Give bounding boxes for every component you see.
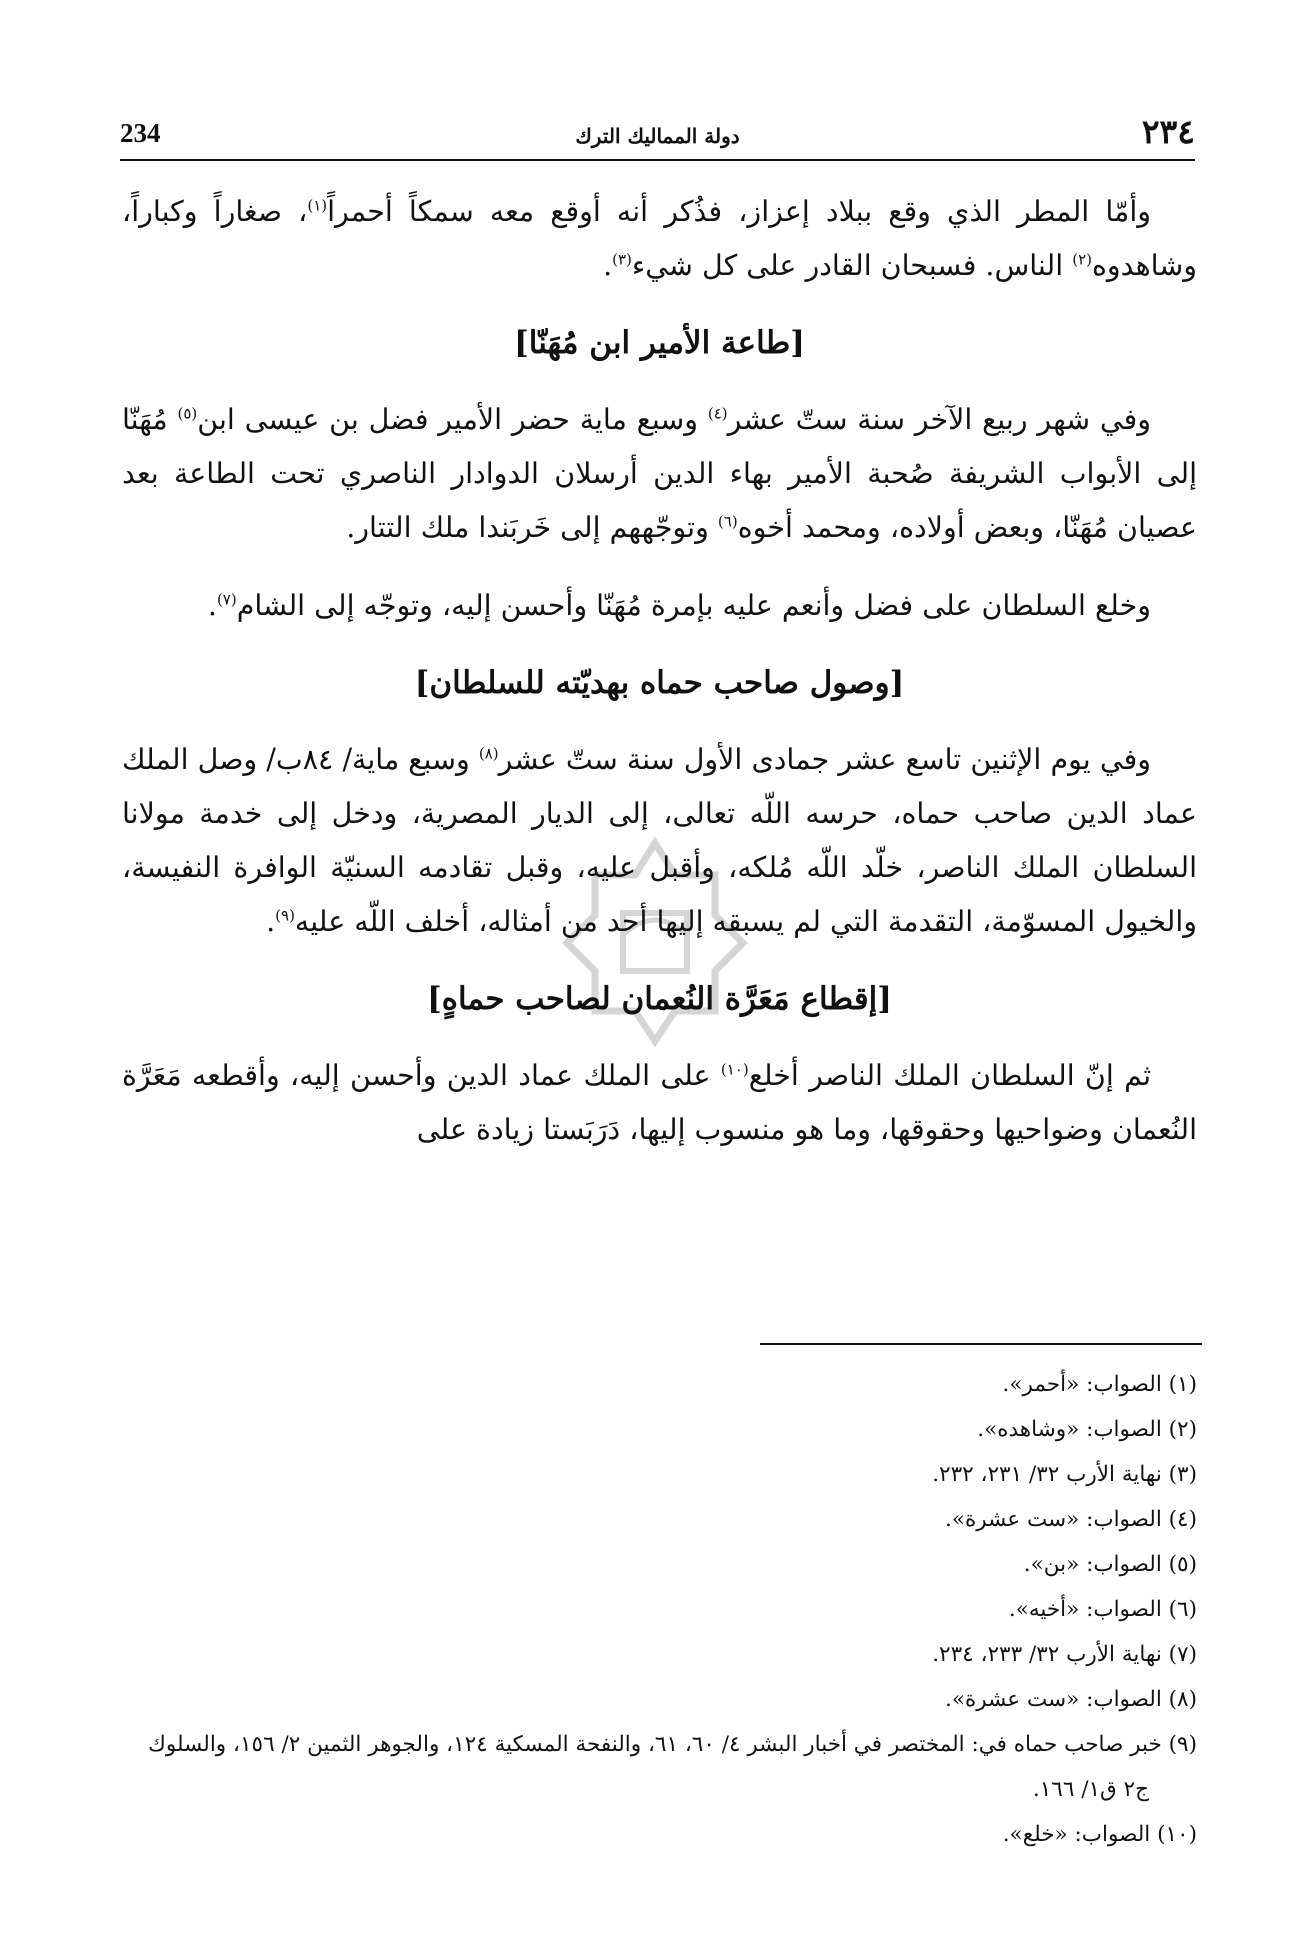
text-run: مُهَنّا إلى الأبواب الشريفة صُحبة الأمير بهاء الدين أرسلان الدوادار الناصري تحت الطاعة بعد عصيان مُهَنّا، وبعض أولاده، ومحمد أخوه (122, 403, 1197, 544)
text-run: وسبع ماية/ ٨٤ب/ وصل الملك عماد الدين صاحب حماه، حرسه اللّه تعالى، إلى الديار المصرية، ودخل إلى خدمة مولانا السلطان الملك الناصر، خلّد اللّه مُلكه، وأقبل عليه، وقبل تقادمه السنيّة الوافرة النفيسة، والخيول المسوّمة، التقدمة التي لم يسبقه إليها أحد من أمثاله، أخلف اللّه عليه (122, 743, 1197, 938)
footnote-marker: (٤) (707, 404, 728, 423)
paragraph (122, 393, 1197, 555)
footnote-marker: (١) (307, 196, 328, 215)
main-text (122, 185, 1197, 1181)
footnote-marker: (٨) (478, 744, 499, 763)
footnote-item: (٩) خبر صاحب حماه في: المختصر في أخبار البشر ٤/ ٦٠، ٦١، والنفحة المسكية ١٢٤، والجوهر الثمين ٢/ ١٥٦، والسلوك ج٢ ق١/ ١٦٦. (148, 1732, 1197, 1802)
page-number-latin: 234 (120, 118, 161, 148)
footnote-marker: (٧) (216, 590, 237, 609)
footnote-item: (٧) نهاية الأرب ٣٢/ ٢٣٣، ٢٣٤. (932, 1642, 1197, 1667)
footnote-item: (٥) الصواب: «بن». (1023, 1552, 1197, 1577)
paragraph (122, 1049, 1197, 1157)
footnote-item: (٨) الصواب: «ست عشرة». (945, 1687, 1197, 1712)
paragraph (122, 579, 1197, 633)
footnote-marker: (٢) (1072, 250, 1092, 269)
running-title: دولة المماليك الترك (575, 124, 740, 148)
footnote-marker: (٣) (612, 250, 632, 269)
footnote-rule (760, 1343, 1202, 1345)
footnote-item: (٢) الصواب: «وشاهده». (977, 1417, 1197, 1442)
text-run: . (207, 589, 217, 622)
paragraph (122, 185, 1197, 293)
text-run: وفي يوم الإثنين تاسع عشر جمادى الأول سنة ستّ عشر (498, 743, 1151, 776)
footnote-marker: (٦) (717, 512, 738, 531)
text-run: وفي شهر ربيع الآخر سنة ستّ عشر (727, 403, 1152, 436)
text-run: وسبع ماية حضر الأمير فضل بن عيسى ابن (197, 403, 708, 436)
footnote-item: (١٠) الصواب: «خلع». (1002, 1822, 1197, 1847)
running-header (120, 112, 1195, 162)
header-rule (120, 159, 1195, 161)
text-run: وخلع السلطان على فضل وأنعم عليه بإمرة مُهَنّا وأحسن إليه، وتوجّه إلى الشام (236, 589, 1151, 622)
footnote-item: (٣) نهاية الأرب ٣٢/ ٢٣١، ٢٣٢. (932, 1462, 1197, 1487)
footnote-marker: (٥) (177, 404, 198, 423)
text-run: الناس. فسبحان القادر على كل شيء (631, 249, 1073, 282)
footnotes (125, 1362, 1197, 1857)
section-heading: [طاعة الأمير ابن مُهَنّا] (514, 325, 805, 361)
text-run: وأمّا المطر الذي وقع ببلاد إعزاز، فذُكر أنه أوقع معه سمكاً أحمراً (327, 195, 1151, 228)
text-run: . (266, 905, 276, 938)
footnote-marker: (١٠) (720, 1060, 749, 1079)
text-run: على الملك عماد الدين وأحسن إليه، وأقطعه مَعَرَّة النُعمان وضواحيها وحقوقها، وما هو منسوب إليها، دَرَبَستا زيادة على (122, 1059, 1197, 1146)
footnote-marker: (٩) (275, 906, 295, 925)
section-heading: [إقطاع مَعَرَّة النُعمان لصاحب حماهٍ] (427, 981, 892, 1017)
footnote-item: (٦) الصواب: «أخيه». (1008, 1597, 1197, 1622)
footnote-item: (٤) الصواب: «ست عشرة». (945, 1507, 1197, 1532)
text-run: وتوجّههم إلى خَربَندا ملك التتار. (346, 511, 718, 544)
text-run: ثم إنّ السلطان الملك الناصر أخلع (748, 1059, 1152, 1092)
section-heading: [وصول صاحب حماه بهديّته للسلطان] (414, 665, 905, 701)
text-run: ، صغاراً وكباراً، وشاهدوه (122, 195, 1197, 282)
footnote-item: (١) الصواب: «أحمر». (1002, 1372, 1197, 1397)
page-number-arabic: ٢٣٤ (1141, 112, 1195, 151)
paragraph (122, 733, 1197, 949)
text-run: . (603, 249, 613, 282)
